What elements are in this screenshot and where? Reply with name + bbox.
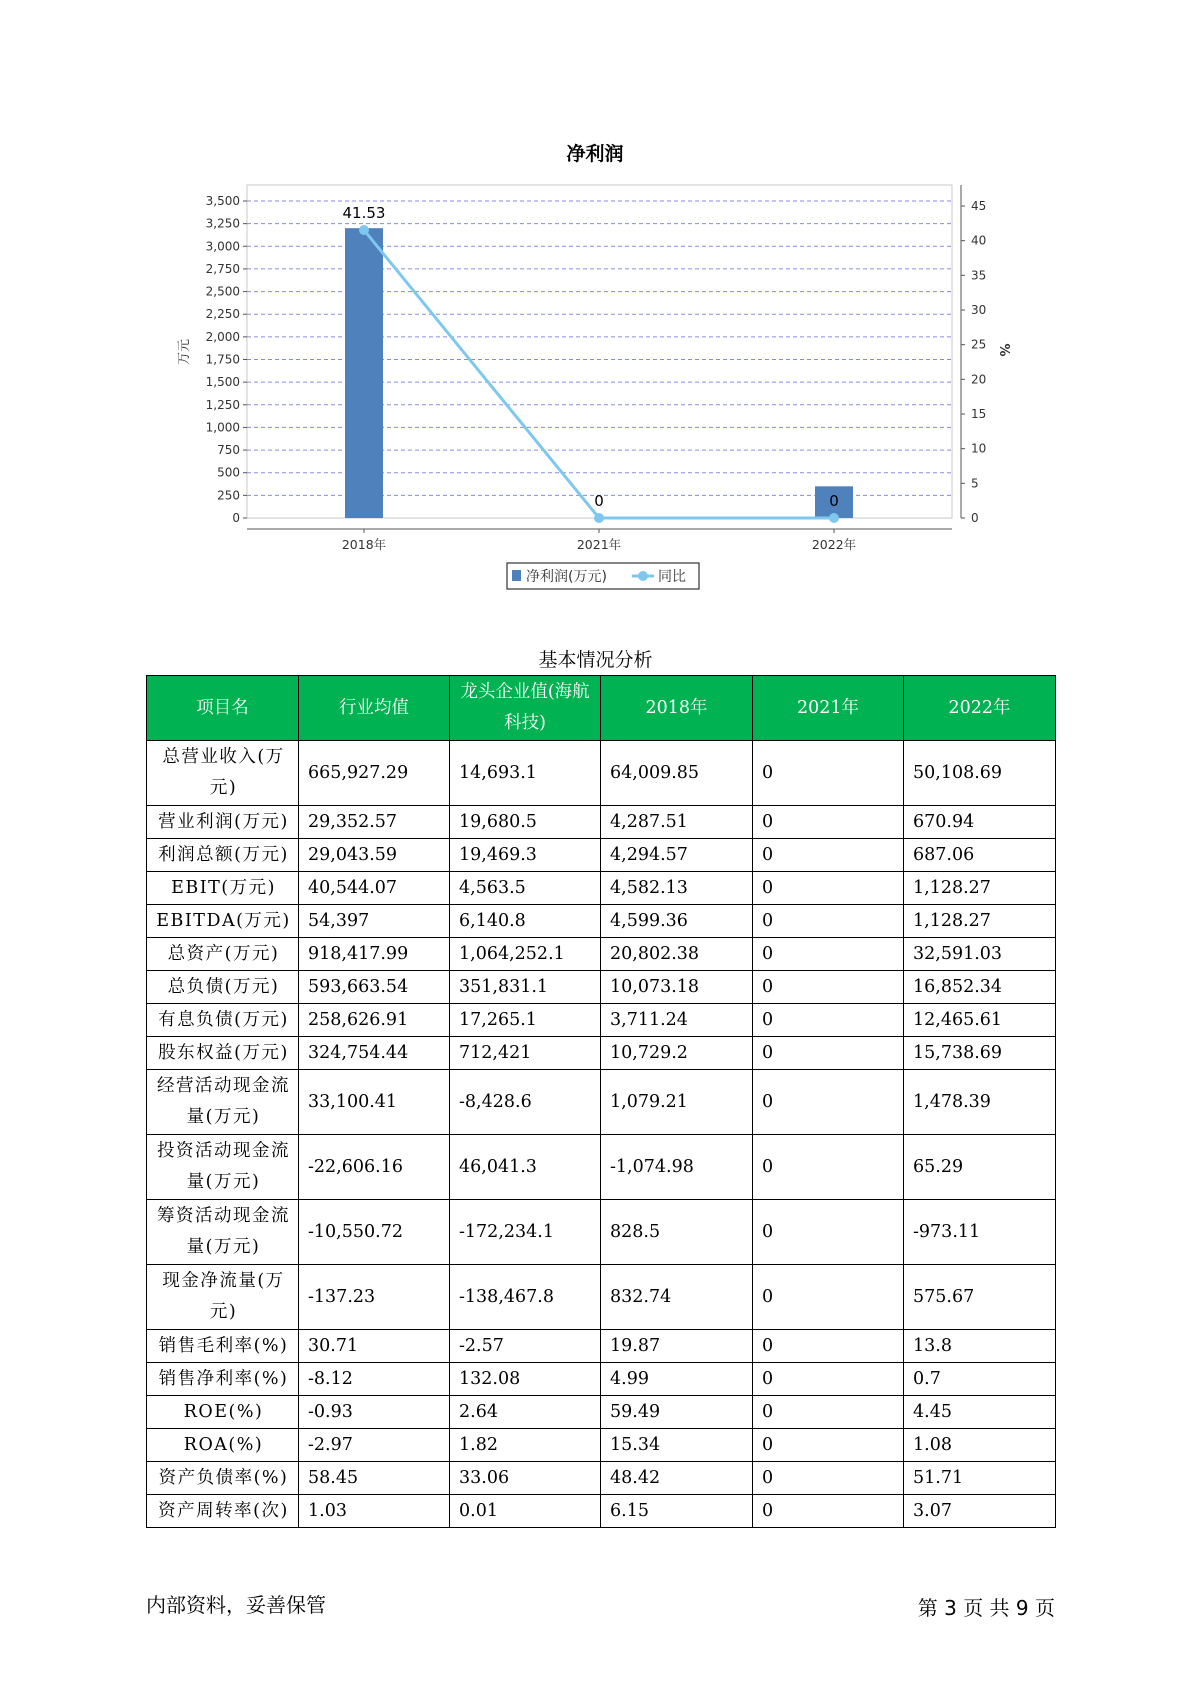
value-cell: 0 [753,971,904,1004]
value-cell: -137.23 [299,1265,450,1330]
row-label-cell: 现金净流量(万元) [147,1265,299,1330]
value-cell: -2.57 [450,1330,601,1363]
y-tick-label: 3,000 [205,239,240,254]
header-leader-value: 龙头企业值(海航科技) [450,676,601,741]
value-cell: -973.11 [904,1200,1056,1265]
value-cell: 1,079.21 [601,1070,753,1135]
value-cell: 665,927.29 [299,741,450,806]
value-cell: 20,802.38 [601,938,753,971]
header-2018: 2018年 [601,676,753,741]
value-cell: 19,469.3 [450,839,601,872]
table-row [147,1330,1056,1363]
y2-tick-label: 0 [971,511,979,525]
table-row [147,872,1056,905]
table-row [147,1265,1056,1330]
row-label-cell: 销售毛利率(%) [147,1330,299,1363]
value-cell: 10,073.18 [601,971,753,1004]
row-label-cell: 有息负债(万元) [147,1004,299,1037]
value-cell: 46,041.3 [450,1135,601,1200]
value-cell: 0 [753,1037,904,1070]
value-cell: 15,738.69 [904,1037,1056,1070]
y2-tick-label: 20 [971,372,987,387]
chart-title: 净利润 [566,143,624,165]
value-cell: -8.12 [299,1363,450,1396]
value-cell: 0 [753,1265,904,1330]
value-cell: 65.29 [904,1135,1056,1200]
table-row [147,971,1056,1004]
y-tick-label: 500 [217,465,240,480]
value-cell: 19.87 [601,1330,753,1363]
value-cell: 32,591.03 [904,938,1056,971]
yoy-point [359,225,369,235]
row-label-cell: EBIT(万元) [147,872,299,905]
bar [345,228,383,518]
value-cell: 258,626.91 [299,1004,450,1037]
value-cell: 15.34 [601,1429,753,1462]
table-row [147,806,1056,839]
page-number: 第 3 页 共 9 页 [917,1596,1055,1620]
table-row [147,1429,1056,1462]
x-tick-label: 2022年 [811,537,857,552]
table-row [147,1363,1056,1396]
value-cell: -0.93 [299,1396,450,1429]
y2-axis-title: % [996,343,1011,357]
value-cell: 54,397 [299,905,450,938]
value-cell: 4.45 [904,1396,1056,1429]
value-cell: 593,663.54 [299,971,450,1004]
value-cell: -1,074.98 [601,1135,753,1200]
y2-tick-label: 40 [971,233,987,248]
value-cell: 4,599.36 [601,905,753,938]
data-label: 0 [829,492,839,510]
value-cell: 0 [753,1070,904,1135]
value-cell: 1.03 [299,1495,450,1528]
value-cell: 1.82 [450,1429,601,1462]
value-cell: 29,043.59 [299,839,450,872]
value-cell: 0.01 [450,1495,601,1528]
table-row [147,741,1056,806]
table-row [147,938,1056,971]
value-cell: 0 [753,839,904,872]
table-row [147,1495,1056,1528]
chart-svg [0,0,1191,600]
value-cell: 4,294.57 [601,839,753,872]
table-row [147,1070,1056,1135]
value-cell: -22,606.16 [299,1135,450,1200]
value-cell: 0 [753,1396,904,1429]
row-label-cell: 股东权益(万元) [147,1037,299,1070]
value-cell: 351,831.1 [450,971,601,1004]
value-cell: 10,729.2 [601,1037,753,1070]
value-cell: 48.42 [601,1462,753,1495]
yoy-line [364,230,834,518]
value-cell: 1,064,252.1 [450,938,601,971]
value-cell: 687.06 [904,839,1056,872]
value-cell: 3,711.24 [601,1004,753,1037]
row-label-cell: 筹资活动现金流量(万元) [147,1200,299,1265]
row-label-cell: 利润总额(万元) [147,839,299,872]
value-cell: 12,465.61 [904,1004,1056,1037]
table-row [147,905,1056,938]
table-row [147,839,1056,872]
value-cell: 0 [753,1462,904,1495]
value-cell: 0 [753,905,904,938]
value-cell: -10,550.72 [299,1200,450,1265]
y-tick-label: 3,500 [205,194,240,208]
value-cell: 0 [753,1429,904,1462]
value-cell: 29,352.57 [299,806,450,839]
y-tick-label: 2,000 [205,329,240,344]
value-cell: 1,128.27 [904,905,1056,938]
data-label: 0 [594,492,604,510]
value-cell: 0 [753,938,904,971]
value-cell: 51.71 [904,1462,1056,1495]
yoy-point [594,513,604,523]
basic-analysis-table [146,675,1056,1528]
value-cell: 324,754.44 [299,1037,450,1070]
row-label-cell: 资产负债率(%) [147,1462,299,1495]
value-cell: 918,417.99 [299,938,450,971]
y-tick-label: 2,250 [205,307,240,322]
y-tick-label: 2,750 [205,261,240,276]
legend-line-marker [638,571,648,581]
row-label-cell: ROA(%) [147,1429,299,1462]
value-cell: 0 [753,1200,904,1265]
value-cell: 4,287.51 [601,806,753,839]
header-item-name: 项目名 [147,676,299,741]
value-cell: 59.49 [601,1396,753,1429]
value-cell: 1.08 [904,1429,1056,1462]
value-cell: 64,009.85 [601,741,753,806]
table-row [147,1200,1056,1265]
value-cell: 16,852.34 [904,971,1056,1004]
y2-tick-label: 45 [971,199,987,213]
value-cell: 58.45 [299,1462,450,1495]
value-cell: 4,563.5 [450,872,601,905]
header-2022: 2022年 [904,676,1056,741]
value-cell: 0 [753,1135,904,1200]
value-cell: -2.97 [299,1429,450,1462]
row-label-cell: 经营活动现金流量(万元) [147,1070,299,1135]
row-label-cell: 资产周转率(次) [147,1495,299,1528]
value-cell: 30.71 [299,1330,450,1363]
value-cell: -172,234.1 [450,1200,601,1265]
value-cell: 33.06 [450,1462,601,1495]
table-row [147,1004,1056,1037]
x-tick-label: 2021年 [576,537,622,552]
row-label-cell: 销售净利率(%) [147,1363,299,1396]
value-cell: 712,421 [450,1037,601,1070]
value-cell: 14,693.1 [450,741,601,806]
row-label-cell: 总营业收入(万元) [147,741,299,806]
table-row [147,1135,1056,1200]
row-label-cell: EBITDA(万元) [147,905,299,938]
data-label: 41.53 [342,204,386,223]
table-row [147,1037,1056,1070]
value-cell: 0 [753,872,904,905]
y2-tick-label: 15 [971,407,987,421]
value-cell: 6,140.8 [450,905,601,938]
y-tick-label: 0 [232,511,240,525]
value-cell: 50,108.69 [904,741,1056,806]
yoy-point [829,513,839,523]
value-cell: 575.67 [904,1265,1056,1330]
y-tick-label: 1,250 [205,397,240,412]
y2-tick-label: 5 [971,476,979,491]
value-cell: -8,428.6 [450,1070,601,1135]
value-cell: 0 [753,806,904,839]
row-label-cell: 总资产(万元) [147,938,299,971]
value-cell: 670.94 [904,806,1056,839]
legend-bar-swatch [512,570,521,581]
header-2021: 2021年 [753,676,904,741]
value-cell: 4.99 [601,1363,753,1396]
y-tick-label: 1,500 [205,375,240,390]
x-tick-label: 2018年 [341,537,387,552]
value-cell: 1,478.39 [904,1070,1056,1135]
value-cell: 17,265.1 [450,1004,601,1037]
y-tick-label: 750 [217,443,240,458]
y2-tick-label: 30 [971,303,987,317]
value-cell: 0 [753,741,904,806]
value-cell: 0 [753,1330,904,1363]
legend-line-label: 同比 [658,569,686,585]
value-cell: 832.74 [601,1265,753,1330]
row-label-cell: 总负债(万元) [147,971,299,1004]
value-cell: 19,680.5 [450,806,601,839]
y2-tick-label: 25 [971,337,987,352]
header-industry-avg: 行业均值 [299,676,450,741]
y-tick-label: 250 [217,488,240,503]
value-cell: 2.64 [450,1396,601,1429]
footer-note: 内部资料，妥善保管 [146,1593,326,1617]
value-cell: 40,544.07 [299,872,450,905]
value-cell: 0.7 [904,1363,1056,1396]
value-cell: 1,128.27 [904,872,1056,905]
table-row [147,1396,1056,1429]
value-cell: 6.15 [601,1495,753,1528]
y-tick-label: 3,250 [205,216,240,231]
y-tick-label: 1,750 [205,352,240,367]
value-cell: 132.08 [450,1363,601,1396]
y-tick-label: 2,500 [205,284,240,299]
value-cell: 13.8 [904,1330,1056,1363]
value-cell: 3.07 [904,1495,1056,1528]
y-tick-label: 1,000 [205,420,240,435]
y2-tick-label: 35 [971,268,987,283]
value-cell: 828.5 [601,1200,753,1265]
value-cell: 4,582.13 [601,872,753,905]
row-label-cell: ROE(%) [147,1396,299,1429]
value-cell: 0 [753,1495,904,1528]
table-title: 基本情况分析 [538,649,653,671]
y-axis-title: 万元 [177,338,192,366]
value-cell: 0 [753,1363,904,1396]
value-cell: 0 [753,1004,904,1037]
y2-tick-label: 10 [971,441,987,456]
legend-bar-label: 净利润(万元) [526,569,607,585]
table-row [147,1462,1056,1495]
value-cell: 33,100.41 [299,1070,450,1135]
row-label-cell: 营业利润(万元) [147,806,299,839]
value-cell: -138,467.8 [450,1265,601,1330]
table-header-row [147,676,1056,741]
net-profit-chart [0,0,1191,600]
row-label-cell: 投资活动现金流量(万元) [147,1135,299,1200]
